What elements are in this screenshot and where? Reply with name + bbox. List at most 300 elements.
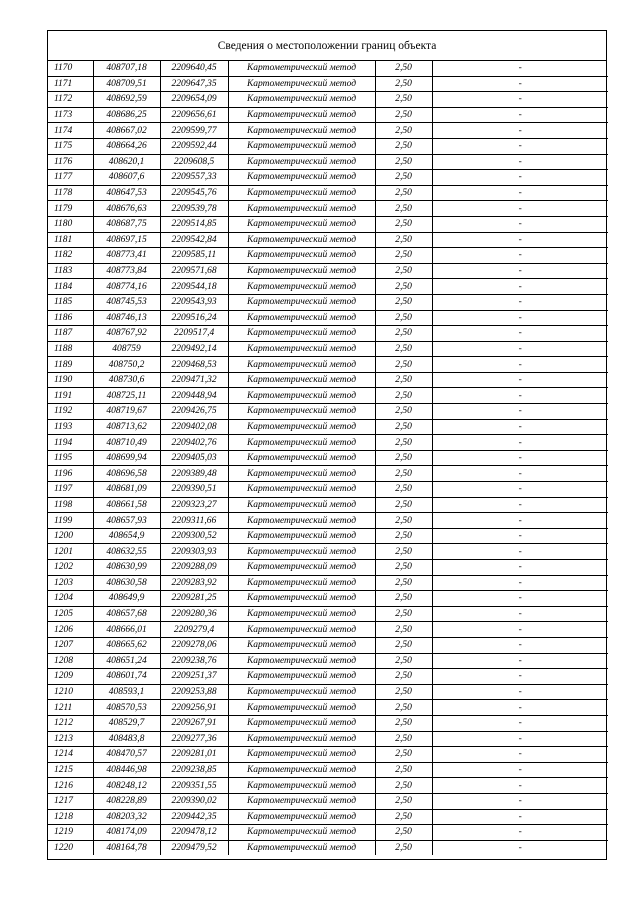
table-row — [48, 76, 608, 92]
y-coordinate-cell: 2209390,51 — [160, 482, 228, 498]
method-cell: Картометрический метод — [228, 357, 375, 373]
accuracy-cell: 2,50 — [375, 544, 432, 560]
x-coordinate-cell: 408667,02 — [93, 123, 160, 139]
method-cell: Картометрический метод — [228, 653, 375, 669]
point-number-cell: 1186 — [48, 310, 93, 326]
method-cell: Картометрический метод — [228, 248, 375, 264]
method-cell: Картометрический метод — [228, 216, 375, 232]
method-cell: Картометрический метод — [228, 61, 375, 76]
description-cell: - — [432, 793, 608, 809]
y-coordinate-cell: 2209514,85 — [160, 216, 228, 232]
x-coordinate-cell: 408759 — [93, 341, 160, 357]
x-coordinate-cell: 408676,63 — [93, 201, 160, 217]
description-cell: - — [432, 404, 608, 420]
description-cell: - — [432, 216, 608, 232]
method-cell: Картометрический метод — [228, 560, 375, 576]
y-coordinate-cell: 2209542,84 — [160, 232, 228, 248]
y-coordinate-cell: 2209281,01 — [160, 747, 228, 763]
description-cell: - — [432, 482, 608, 498]
method-cell: Картометрический метод — [228, 294, 375, 310]
coordinates-table-body — [48, 61, 608, 855]
method-cell: Картометрический метод — [228, 435, 375, 451]
point-number-cell: 1180 — [48, 216, 93, 232]
accuracy-cell: 2,50 — [375, 684, 432, 700]
description-cell: - — [432, 138, 608, 154]
table-row — [48, 840, 608, 855]
y-coordinate-cell: 2209267,91 — [160, 715, 228, 731]
y-coordinate-cell: 2209640,45 — [160, 61, 228, 76]
method-cell: Картометрический метод — [228, 700, 375, 716]
description-cell: - — [432, 450, 608, 466]
x-coordinate-cell: 408654,9 — [93, 528, 160, 544]
y-coordinate-cell: 2209543,93 — [160, 294, 228, 310]
accuracy-cell: 2,50 — [375, 700, 432, 716]
x-coordinate-cell: 408228,89 — [93, 793, 160, 809]
accuracy-cell: 2,50 — [375, 294, 432, 310]
table-row — [48, 653, 608, 669]
table-row — [48, 310, 608, 326]
accuracy-cell: 2,50 — [375, 715, 432, 731]
description-cell: - — [432, 76, 608, 92]
coordinates-table — [48, 61, 608, 855]
description-cell: - — [432, 809, 608, 825]
accuracy-cell: 2,50 — [375, 497, 432, 513]
accuracy-cell: 2,50 — [375, 482, 432, 498]
description-cell: - — [432, 575, 608, 591]
method-cell: Картометрический метод — [228, 731, 375, 747]
point-number-cell: 1170 — [48, 61, 93, 76]
table-row — [48, 778, 608, 794]
x-coordinate-cell: 408745,53 — [93, 294, 160, 310]
method-cell: Картометрический метод — [228, 419, 375, 435]
accuracy-cell: 2,50 — [375, 637, 432, 653]
y-coordinate-cell: 2209351,55 — [160, 778, 228, 794]
table-row — [48, 138, 608, 154]
table-row — [48, 263, 608, 279]
x-coordinate-cell: 408657,93 — [93, 513, 160, 529]
method-cell: Картометрический метод — [228, 372, 375, 388]
y-coordinate-cell: 2209478,12 — [160, 825, 228, 841]
description-cell: - — [432, 341, 608, 357]
x-coordinate-cell: 408651,24 — [93, 653, 160, 669]
description-cell: - — [432, 170, 608, 186]
x-coordinate-cell: 408593,1 — [93, 684, 160, 700]
description-cell: - — [432, 435, 608, 451]
y-coordinate-cell: 2209647,35 — [160, 76, 228, 92]
table-row — [48, 747, 608, 763]
y-coordinate-cell: 2209405,03 — [160, 450, 228, 466]
table-row — [48, 482, 608, 498]
description-cell: - — [432, 357, 608, 373]
y-coordinate-cell: 2209280,36 — [160, 606, 228, 622]
table-row — [48, 92, 608, 108]
table-row — [48, 497, 608, 513]
table-row — [48, 154, 608, 170]
method-cell: Картометрический метод — [228, 326, 375, 342]
point-number-cell: 1220 — [48, 840, 93, 855]
table-row — [48, 404, 608, 420]
y-coordinate-cell: 2209492,14 — [160, 341, 228, 357]
method-cell: Картометрический метод — [228, 715, 375, 731]
y-coordinate-cell: 2209283,92 — [160, 575, 228, 591]
point-number-cell: 1198 — [48, 497, 93, 513]
x-coordinate-cell: 408773,41 — [93, 248, 160, 264]
description-cell: - — [432, 326, 608, 342]
description-cell: - — [432, 715, 608, 731]
method-cell: Картометрический метод — [228, 232, 375, 248]
method-cell: Картометрический метод — [228, 778, 375, 794]
description-cell: - — [432, 201, 608, 217]
x-coordinate-cell: 408710,49 — [93, 435, 160, 451]
y-coordinate-cell: 2209311,66 — [160, 513, 228, 529]
method-cell: Картометрический метод — [228, 606, 375, 622]
x-coordinate-cell: 408686,25 — [93, 107, 160, 123]
accuracy-cell: 2,50 — [375, 185, 432, 201]
point-number-cell: 1209 — [48, 669, 93, 685]
x-coordinate-cell: 408713,62 — [93, 419, 160, 435]
table-row — [48, 419, 608, 435]
y-coordinate-cell: 2209545,76 — [160, 185, 228, 201]
description-cell: - — [432, 684, 608, 700]
method-cell: Картометрический метод — [228, 513, 375, 529]
method-cell: Картометрический метод — [228, 154, 375, 170]
table-row — [48, 809, 608, 825]
table-row — [48, 466, 608, 482]
point-number-cell: 1207 — [48, 637, 93, 653]
point-number-cell: 1211 — [48, 700, 93, 716]
point-number-cell: 1194 — [48, 435, 93, 451]
point-number-cell: 1183 — [48, 263, 93, 279]
x-coordinate-cell: 408164,78 — [93, 840, 160, 855]
description-cell: - — [518, 842, 522, 853]
x-coordinate-cell: 408750,2 — [93, 357, 160, 373]
point-number-cell: 1219 — [48, 825, 93, 841]
description-cell: - — [432, 747, 608, 763]
point-number-cell: 1179 — [48, 201, 93, 217]
x-coordinate-cell: 408665,62 — [93, 637, 160, 653]
accuracy-cell: 2,50 — [375, 201, 432, 217]
x-coordinate-cell: 408632,55 — [93, 544, 160, 560]
y-coordinate-cell: 2209238,76 — [160, 653, 228, 669]
description-cell: - — [432, 294, 608, 310]
table-row — [48, 560, 608, 576]
table-row — [48, 123, 608, 139]
table-row — [48, 185, 608, 201]
method-cell: Картометрический метод — [228, 544, 375, 560]
y-coordinate-cell: 2209654,09 — [160, 92, 228, 108]
point-number-cell: 1175 — [48, 138, 93, 154]
y-coordinate-cell: 2209479,52 — [160, 840, 228, 855]
y-coordinate-cell: 2209390,02 — [160, 793, 228, 809]
table-row — [48, 700, 608, 716]
table-row — [48, 825, 608, 841]
point-number-cell: 1181 — [48, 232, 93, 248]
x-coordinate-cell: 408774,16 — [93, 279, 160, 295]
table-row — [48, 622, 608, 638]
y-coordinate-cell: 2209608,5 — [160, 154, 228, 170]
table-row — [48, 513, 608, 529]
accuracy-cell: 2,50 — [375, 216, 432, 232]
y-coordinate-cell: 2209251,37 — [160, 669, 228, 685]
method-cell: Картометрический метод — [228, 747, 375, 763]
description-cell: - — [432, 154, 608, 170]
method-cell: Картометрический метод — [228, 185, 375, 201]
accuracy-cell: 2,50 — [375, 466, 432, 482]
x-coordinate-cell: 408601,74 — [93, 669, 160, 685]
method-cell: Картометрический метод — [228, 450, 375, 466]
y-coordinate-cell: 2209256,91 — [160, 700, 228, 716]
description-cell: - — [432, 669, 608, 685]
method-cell: Картометрический метод — [228, 279, 375, 295]
point-number-cell: 1200 — [48, 528, 93, 544]
y-coordinate-cell: 2209238,85 — [160, 762, 228, 778]
method-cell: Картометрический метод — [228, 388, 375, 404]
y-coordinate-cell: 2209402,76 — [160, 435, 228, 451]
description-cell: - — [432, 778, 608, 794]
y-coordinate-cell: 2209448,94 — [160, 388, 228, 404]
y-coordinate-cell: 2209516,24 — [160, 310, 228, 326]
accuracy-cell: 2,50 — [375, 731, 432, 747]
description-cell: - — [432, 185, 608, 201]
point-number-cell: 1206 — [48, 622, 93, 638]
y-coordinate-cell: 2209279,4 — [160, 622, 228, 638]
x-coordinate-cell: 408681,09 — [93, 482, 160, 498]
x-coordinate-cell: 408730,6 — [93, 372, 160, 388]
table-row — [48, 575, 608, 591]
accuracy-cell: 2,50 — [375, 263, 432, 279]
accuracy-cell: 2,50 — [375, 450, 432, 466]
method-cell: Картометрический метод — [228, 825, 375, 841]
method-cell: Картометрический метод — [228, 263, 375, 279]
point-number-cell: 1210 — [48, 684, 93, 700]
description-cell: - — [432, 637, 608, 653]
table-row — [48, 669, 608, 685]
accuracy-cell: 2,50 — [375, 606, 432, 622]
accuracy-cell: 2,50 — [375, 419, 432, 435]
method-cell: Картометрический метод — [228, 76, 375, 92]
accuracy-cell: 2,50 — [375, 435, 432, 451]
x-coordinate-cell: 408630,99 — [93, 560, 160, 576]
accuracy-cell: 2,50 — [375, 404, 432, 420]
document-title: Сведения о местоположении границ объекта — [48, 31, 606, 61]
description-cell: - — [432, 419, 608, 435]
y-coordinate-cell: 2209389,48 — [160, 466, 228, 482]
method-cell: Картометрический метод — [228, 669, 375, 685]
y-coordinate-cell: 2209323,27 — [160, 497, 228, 513]
description-cell: - — [432, 123, 608, 139]
description-cell: - — [432, 606, 608, 622]
point-number-cell: 1196 — [48, 466, 93, 482]
method-cell: Картометрический метод — [228, 138, 375, 154]
y-coordinate-cell: 2209253,88 — [160, 684, 228, 700]
description-cell: - — [432, 279, 608, 295]
accuracy-cell: 2,50 — [375, 170, 432, 186]
point-number-cell: 1195 — [48, 450, 93, 466]
point-number-cell: 1217 — [48, 793, 93, 809]
x-coordinate-cell: 408709,51 — [93, 76, 160, 92]
x-coordinate-cell: 408620,1 — [93, 154, 160, 170]
table-row — [48, 372, 608, 388]
x-coordinate-cell: 408661,58 — [93, 497, 160, 513]
method-cell: Картометрический метод — [228, 170, 375, 186]
x-coordinate-cell: 408529,7 — [93, 715, 160, 731]
table-row — [48, 388, 608, 404]
y-coordinate-cell: 2209300,52 — [160, 528, 228, 544]
x-coordinate-cell: 408664,26 — [93, 138, 160, 154]
table-row — [48, 606, 608, 622]
x-coordinate-cell: 408773,84 — [93, 263, 160, 279]
accuracy-cell: 2,50 — [375, 326, 432, 342]
point-number-cell: 1191 — [48, 388, 93, 404]
table-row — [48, 762, 608, 778]
table-row — [48, 715, 608, 731]
y-coordinate-cell: 2209571,68 — [160, 263, 228, 279]
accuracy-cell: 2,50 — [375, 669, 432, 685]
method-cell: Картометрический метод — [228, 684, 375, 700]
point-number-cell: 1177 — [48, 170, 93, 186]
point-number-cell: 1213 — [48, 731, 93, 747]
x-coordinate-cell: 408725,11 — [93, 388, 160, 404]
x-coordinate-cell: 408607,6 — [93, 170, 160, 186]
y-coordinate-cell: 2209303,93 — [160, 544, 228, 560]
point-number-cell: 1212 — [48, 715, 93, 731]
point-number-cell: 1218 — [48, 809, 93, 825]
table-row — [48, 326, 608, 342]
accuracy-cell: 2,50 — [375, 310, 432, 326]
description-cell: - — [432, 107, 608, 123]
y-coordinate-cell: 2209557,33 — [160, 170, 228, 186]
accuracy-cell: 2,50 — [375, 92, 432, 108]
method-cell: Картометрический метод — [228, 92, 375, 108]
point-number-cell: 1208 — [48, 653, 93, 669]
point-number-cell: 1178 — [48, 185, 93, 201]
point-number-cell: 1197 — [48, 482, 93, 498]
description-cell: - — [432, 92, 608, 108]
x-coordinate-cell: 408649,9 — [93, 591, 160, 607]
accuracy-cell: 2,50 — [375, 622, 432, 638]
accuracy-cell: 2,50 — [375, 138, 432, 154]
description-cell: - — [432, 513, 608, 529]
description-cell: - — [432, 248, 608, 264]
accuracy-cell: 2,50 — [375, 513, 432, 529]
y-coordinate-cell: 2209277,36 — [160, 731, 228, 747]
accuracy-cell: 2,50 — [375, 653, 432, 669]
description-cell: - — [432, 653, 608, 669]
point-number-cell: 1214 — [48, 747, 93, 763]
point-number-cell: 1172 — [48, 92, 93, 108]
x-coordinate-cell: 408174,09 — [93, 825, 160, 841]
y-coordinate-cell: 2209278,06 — [160, 637, 228, 653]
description-cell: - — [432, 622, 608, 638]
table-row — [48, 637, 608, 653]
description-cell: - — [432, 825, 608, 841]
x-coordinate-cell: 408666,01 — [93, 622, 160, 638]
point-number-cell: 1201 — [48, 544, 93, 560]
y-coordinate-cell: 2209281,25 — [160, 591, 228, 607]
method-cell: Картометрический метод — [228, 497, 375, 513]
table-row — [48, 435, 608, 451]
accuracy-cell: 2,50 — [375, 840, 432, 855]
method-cell: Картометрический метод — [228, 107, 375, 123]
method-cell: Картометрический метод — [228, 404, 375, 420]
point-number-cell: 1189 — [48, 357, 93, 373]
description-cell: - — [432, 466, 608, 482]
description-cell: - — [432, 232, 608, 248]
description-cell: - — [432, 310, 608, 326]
accuracy-cell: 2,50 — [375, 762, 432, 778]
method-cell: Картометрический метод — [228, 123, 375, 139]
accuracy-cell: 2,50 — [375, 107, 432, 123]
point-number-cell: 1205 — [48, 606, 93, 622]
method-cell: Картометрический метод — [228, 341, 375, 357]
x-coordinate-cell: 408767,92 — [93, 326, 160, 342]
description-cell: - — [432, 731, 608, 747]
point-number-cell: 1215 — [48, 762, 93, 778]
y-coordinate-cell: 2209544,18 — [160, 279, 228, 295]
point-number-cell: 1203 — [48, 575, 93, 591]
description-cell: - — [432, 700, 608, 716]
accuracy-cell: 2,50 — [375, 341, 432, 357]
point-number-cell: 1193 — [48, 419, 93, 435]
point-number-cell: 1185 — [48, 294, 93, 310]
method-cell: Картометрический метод — [228, 809, 375, 825]
table-row — [48, 279, 608, 295]
accuracy-cell: 2,50 — [375, 76, 432, 92]
y-coordinate-cell: 2209539,78 — [160, 201, 228, 217]
x-coordinate-cell: 408719,67 — [93, 404, 160, 420]
x-coordinate-cell: 408707,18 — [93, 61, 160, 76]
method-cell: Картометрический метод — [228, 762, 375, 778]
point-number-cell: 1176 — [48, 154, 93, 170]
x-coordinate-cell: 408647,53 — [93, 185, 160, 201]
accuracy-cell: 2,50 — [375, 575, 432, 591]
description-cell: - — [432, 388, 608, 404]
table-row — [48, 357, 608, 373]
point-number-cell: 1184 — [48, 279, 93, 295]
accuracy-cell: 2,50 — [375, 793, 432, 809]
accuracy-cell: 2,50 — [375, 154, 432, 170]
description-cell: - — [432, 263, 608, 279]
point-number-cell: 1199 — [48, 513, 93, 529]
method-cell: Картометрический метод — [228, 482, 375, 498]
point-number-cell: 1182 — [48, 248, 93, 264]
table-row — [48, 684, 608, 700]
accuracy-cell: 2,50 — [375, 809, 432, 825]
y-coordinate-cell: 2209592,44 — [160, 138, 228, 154]
point-number-cell: 1187 — [48, 326, 93, 342]
table-row — [48, 450, 608, 466]
point-number-cell: 1216 — [48, 778, 93, 794]
y-coordinate-cell: 2209599,77 — [160, 123, 228, 139]
x-coordinate-cell: 408446,98 — [93, 762, 160, 778]
method-cell: Картометрический метод — [228, 591, 375, 607]
accuracy-cell: 2,50 — [375, 747, 432, 763]
x-coordinate-cell: 408697,15 — [93, 232, 160, 248]
accuracy-cell: 2,50 — [375, 279, 432, 295]
x-coordinate-cell: 408203,32 — [93, 809, 160, 825]
method-cell: Картометрический метод — [228, 466, 375, 482]
accuracy-cell: 2,50 — [375, 591, 432, 607]
y-coordinate-cell: 2209517,4 — [160, 326, 228, 342]
accuracy-cell: 2,50 — [375, 123, 432, 139]
accuracy-cell: 2,50 — [375, 248, 432, 264]
x-coordinate-cell: 408746,13 — [93, 310, 160, 326]
method-cell: Картометрический метод — [228, 310, 375, 326]
y-coordinate-cell: 2209426,75 — [160, 404, 228, 420]
method-cell: Картометрический метод — [228, 840, 375, 855]
y-coordinate-cell: 2209442,35 — [160, 809, 228, 825]
accuracy-cell: 2,50 — [375, 372, 432, 388]
